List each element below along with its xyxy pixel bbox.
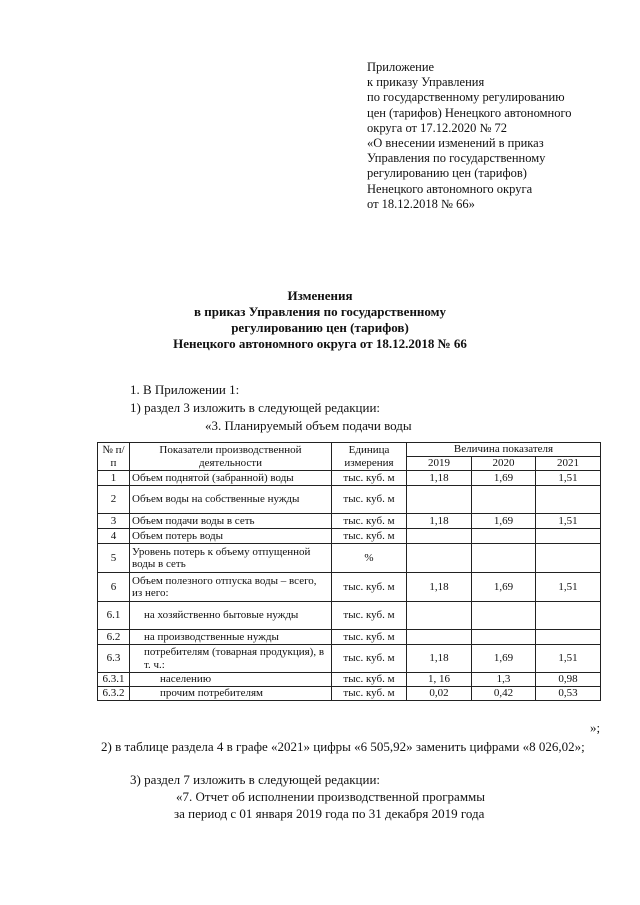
cell-indicator: Объем воды на собственные нужды bbox=[130, 486, 332, 514]
cell-2020 bbox=[472, 529, 536, 544]
section-7-title-line-2: за период с 01 января 2019 года по 31 декабря 2019 года bbox=[174, 806, 485, 821]
cell-num: 6 bbox=[98, 573, 130, 602]
cell-2019: 1,18 bbox=[407, 573, 472, 602]
cell-num: 4 bbox=[98, 529, 130, 544]
section-3-title: «3. Планируемый объем подачи воды bbox=[205, 418, 412, 433]
cell-2020 bbox=[472, 630, 536, 645]
cell-unit: тыс. куб. м bbox=[332, 514, 407, 529]
cell-2019: 1,18 bbox=[407, 645, 472, 673]
table-row bbox=[98, 486, 601, 514]
appendix-line: от 18.12.2018 № 66» bbox=[367, 196, 475, 211]
cell-num: 2 bbox=[98, 486, 130, 514]
table-row bbox=[98, 687, 601, 701]
table-row bbox=[98, 544, 601, 573]
cell-2019 bbox=[407, 486, 472, 514]
section-7-title-line-1: «7. Отчет об исполнении производственной программы bbox=[176, 789, 486, 804]
cell-indicator: Объем потерь воды bbox=[130, 529, 332, 544]
cell-num: 6.2 bbox=[98, 630, 130, 645]
appendix-line: «О внесении изменений в приказ bbox=[367, 136, 544, 151]
cell-2019 bbox=[407, 544, 472, 573]
cell-indicator: Объем подачи воды в сеть bbox=[130, 514, 332, 529]
cell-unit: тыс. куб. м bbox=[332, 486, 407, 514]
appendix-line: по государственному регулированию bbox=[367, 90, 565, 105]
item-1-1: 1) раздел 3 изложить в следующей редакции: bbox=[130, 400, 381, 415]
title-line: Ненецкого автономного округа от 18.12.2018 № 66 bbox=[173, 336, 467, 351]
cell-2020 bbox=[472, 544, 536, 573]
cell-2021: 1,51 bbox=[536, 645, 601, 673]
cell-2020: 1,69 bbox=[472, 645, 536, 673]
header-value: Величина показателя bbox=[407, 443, 601, 457]
cell-indicator: потребителям (товарная продукция), в т. ч.: bbox=[130, 645, 332, 673]
water-volume-table bbox=[97, 442, 601, 701]
table-row bbox=[98, 573, 601, 602]
cell-2020: 0,42 bbox=[472, 687, 536, 701]
table-row bbox=[98, 630, 601, 645]
appendix-line: цен (тарифов) Ненецкого автономного bbox=[367, 105, 572, 120]
cell-2019 bbox=[407, 630, 472, 645]
cell-2020 bbox=[472, 602, 536, 630]
cell-2019: 1, 16 bbox=[407, 673, 472, 687]
cell-num: 5 bbox=[98, 544, 130, 573]
cell-2019: 0,02 bbox=[407, 687, 472, 701]
cell-2021 bbox=[536, 529, 601, 544]
title-line: в приказ Управления по государственному bbox=[193, 304, 447, 319]
header-year-2019: 2019 bbox=[407, 457, 472, 471]
cell-2020: 1,69 bbox=[472, 471, 536, 486]
document-title bbox=[80, 288, 560, 352]
cell-unit: % bbox=[332, 544, 407, 573]
title-line: Изменения bbox=[287, 288, 353, 303]
cell-num: 6.3.1 bbox=[98, 673, 130, 687]
cell-unit: тыс. куб. м bbox=[332, 471, 407, 486]
header-year-2021: 2021 bbox=[536, 457, 601, 471]
cell-unit: тыс. куб. м bbox=[332, 630, 407, 645]
cell-2021 bbox=[536, 630, 601, 645]
cell-indicator: Объем поднятой (забранной) воды bbox=[130, 471, 332, 486]
cell-unit: тыс. куб. м bbox=[332, 573, 407, 602]
item-2: 2) в таблице раздела 4 в графе «2021» цифры «6 505,92» заменить цифрами «8 026,02»; bbox=[101, 739, 585, 754]
table-closing-quote: »; bbox=[590, 720, 601, 735]
cell-indicator: Уровень потерь к объему отпущенной воды в сеть bbox=[130, 544, 332, 573]
cell-indicator: прочим потребителям bbox=[130, 687, 332, 701]
title-line: регулированию цен (тарифов) bbox=[231, 320, 409, 335]
cell-2021 bbox=[536, 544, 601, 573]
cell-num: 3 bbox=[98, 514, 130, 529]
cell-2021: 0,98 bbox=[536, 673, 601, 687]
cell-unit: тыс. куб. м bbox=[332, 645, 407, 673]
cell-2019: 1,18 bbox=[407, 514, 472, 529]
cell-num: 1 bbox=[98, 471, 130, 486]
cell-num: 6.3 bbox=[98, 645, 130, 673]
cell-unit: тыс. куб. м bbox=[332, 673, 407, 687]
cell-indicator: населению bbox=[130, 673, 332, 687]
cell-2021 bbox=[536, 602, 601, 630]
appendix-line: к приказу Управления bbox=[367, 75, 485, 90]
cell-2021: 1,51 bbox=[536, 573, 601, 602]
header-num: № п/п bbox=[98, 443, 130, 471]
cell-2019 bbox=[407, 529, 472, 544]
header-year-2020: 2020 bbox=[472, 457, 536, 471]
cell-2020: 1,69 bbox=[472, 514, 536, 529]
table-row bbox=[98, 673, 601, 687]
cell-2021: 1,51 bbox=[536, 471, 601, 486]
table-row bbox=[98, 471, 601, 486]
cell-2020: 1,69 bbox=[472, 573, 536, 602]
cell-2019 bbox=[407, 602, 472, 630]
cell-2021: 0,53 bbox=[536, 687, 601, 701]
appendix-line: Приложение bbox=[367, 60, 435, 74]
header-indicator: Показатели производственной деятельности bbox=[130, 443, 332, 471]
cell-2021 bbox=[536, 486, 601, 514]
cell-2020: 1,3 bbox=[472, 673, 536, 687]
cell-num: 6.1 bbox=[98, 602, 130, 630]
table-row bbox=[98, 602, 601, 630]
cell-2021: 1,51 bbox=[536, 514, 601, 529]
cell-num: 6.3.2 bbox=[98, 687, 130, 701]
cell-unit: тыс. куб. м bbox=[332, 602, 407, 630]
appendix-line: Управления по государственному bbox=[367, 151, 546, 166]
cell-2019: 1,18 bbox=[407, 471, 472, 486]
table-row bbox=[98, 529, 601, 544]
cell-unit: тыс. куб. м bbox=[332, 687, 407, 701]
appendix-line: Ненецкого автономного округа bbox=[367, 181, 533, 196]
cell-indicator: на хозяйственно бытовые нужды bbox=[130, 602, 332, 630]
cell-unit: тыс. куб. м bbox=[332, 529, 407, 544]
cell-2020 bbox=[472, 486, 536, 514]
cell-indicator: Объем полезного отпуска воды – всего, из него: bbox=[130, 573, 332, 602]
cell-indicator: на производственные нужды bbox=[130, 630, 332, 645]
appendix-line: округа от 17.12.2020 № 72 bbox=[367, 120, 508, 135]
appendix-line: регулированию цен (тарифов) bbox=[367, 166, 527, 181]
item-3: 3) раздел 7 изложить в следующей редакции: bbox=[130, 772, 381, 787]
table-row bbox=[98, 514, 601, 529]
table-row bbox=[98, 645, 601, 673]
item-1: 1. В Приложении 1: bbox=[130, 382, 240, 397]
header-unit: Единица измерения bbox=[332, 443, 407, 471]
appendix-block bbox=[367, 60, 627, 212]
